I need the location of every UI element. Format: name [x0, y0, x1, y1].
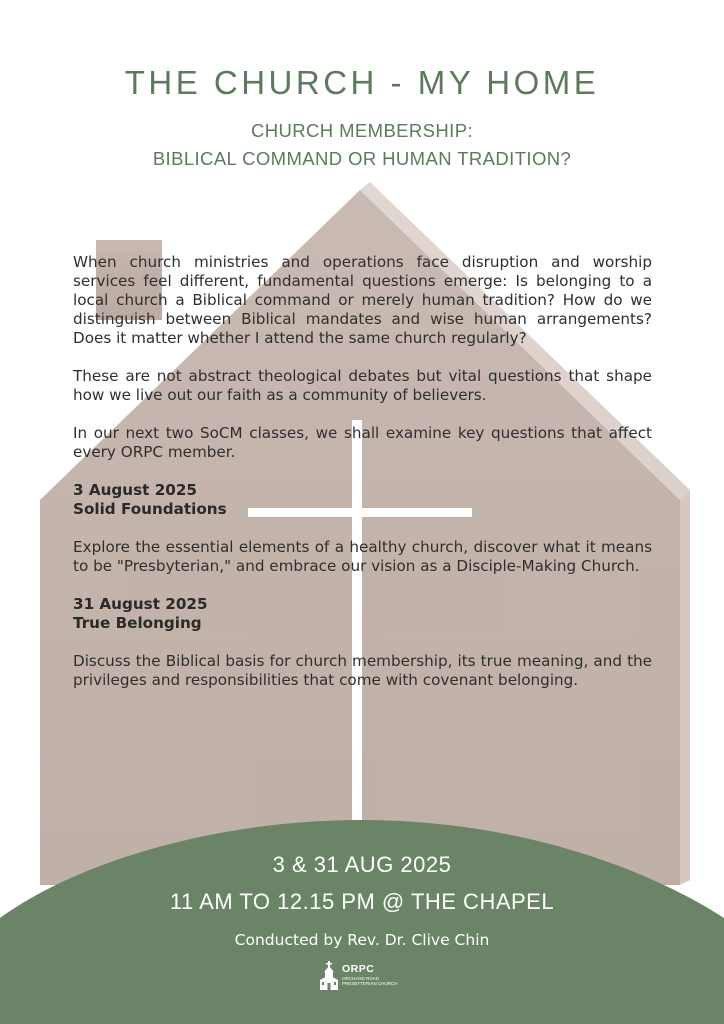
- church-building-icon: [318, 961, 340, 991]
- logo-full-name: ORCHARD ROAD PRESBYTERIAN CHURCH: [342, 976, 398, 986]
- paragraph-3: In our next two SoCM classes, we shall examine key questions that affect every ORPC member.: [73, 424, 652, 461]
- subtitle-line-2: BIBLICAL COMMAND OR HUMAN TRADITION?: [152, 148, 572, 169]
- logo-name: ORPC: [342, 963, 375, 975]
- intro-paragraph: When church ministries and operations face disruption and worship services feel different, fundamental questions emerge: Is belonging to a local church a Biblical command or merely human tradition? How do we distinguish between Biblical mandates and wise human arrangements? Does it matter whether I attend the same church regularly?: [73, 253, 652, 347]
- session-description: Discuss the Biblical basis for church membership, its true meaning, and the privileges and responsibilities that come with covenant belonging.: [73, 652, 652, 689]
- session-2: [73, 595, 652, 633]
- session-1: [73, 481, 652, 519]
- subtitle-line-1: CHURCH MEMBERSHIP:: [250, 120, 474, 141]
- event-time-place: 11 AM TO 12.15 PM @ THE CHAPEL: [169, 889, 555, 914]
- paragraph-2: These are not abstract theological debates but vital questions that shape how we live out our faith as a community of believers.: [73, 367, 652, 404]
- session-description: Explore the essential elements of a healthy church, discover what it means to be "Presbyterian," and embrace our vision as a Disciple-Making Church.: [73, 538, 652, 575]
- page-title: THE CHURCH - MY HOME: [124, 64, 600, 101]
- session-date: 31 August 2025: [73, 595, 208, 613]
- session-date: 3 August 2025: [73, 481, 197, 499]
- session-title: Solid Foundations: [73, 500, 227, 518]
- session-title: True Belonging: [73, 614, 202, 632]
- conductor-credit: Conducted by Rev. Dr. Clive Chin: [234, 931, 490, 949]
- body-text: [73, 253, 652, 709]
- orpc-logo: [318, 961, 408, 991]
- event-dates: 3 & 31 AUG 2025: [272, 852, 452, 877]
